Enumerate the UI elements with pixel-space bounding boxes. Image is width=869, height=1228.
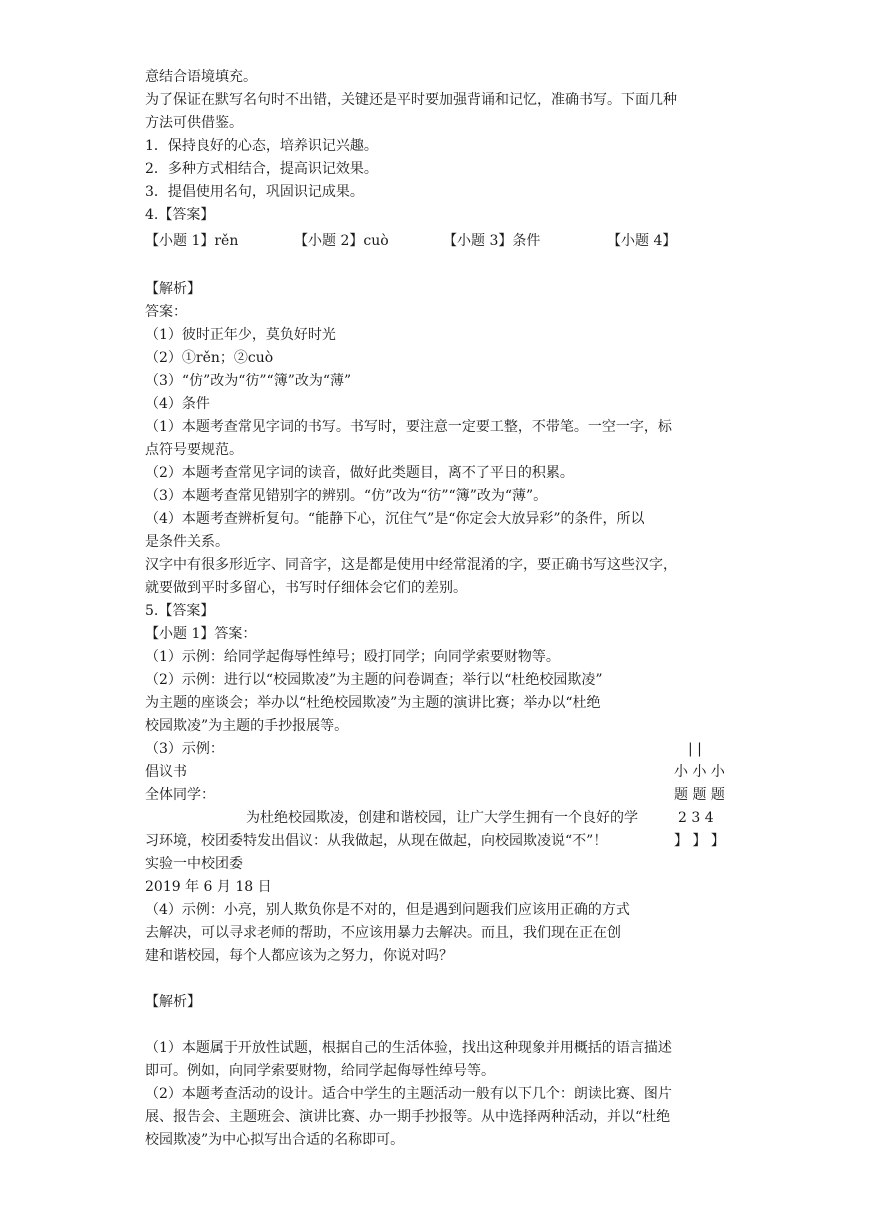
method-item: 2．多种方式相结合，提高识记效果。: [145, 161, 378, 177]
q5-explain-1: （1）本题属于开放性试题，根据自己的生活体验，找出这种现象并用概括的语言描述: [145, 1040, 672, 1056]
q4-explain-4: （4）本题考查辨析复句。“能静下心，沉住气”是“你定会大放异彩”的条件，所以: [145, 511, 645, 527]
letter-body: 为杜绝校园欺凌，创建和谐校园，让广大学生拥有一个良好的学: [246, 810, 638, 826]
q4-sub-1: 【小题 1】rěn: [145, 233, 239, 249]
side-table-row: 小 小 小: [674, 764, 725, 780]
q4-explain-2: （2）本题考查常见字词的读音，做好此类题目，离不了平日的积累。: [145, 465, 574, 481]
q4-analysis-label: 【解析】: [145, 281, 201, 297]
q5-explain-2-cont: 校园欺凌”为中心拟写出合适的名称即可。: [145, 1132, 405, 1148]
q5-answer-3: （3）示例：: [145, 741, 224, 757]
q4-sub-3: 【小题 3】条件: [443, 233, 541, 249]
q4-explain-4-cont: 是条件关系。: [145, 534, 229, 550]
intro-line: 为了保证在默写名句时不出错，关键还是平时要加强背诵和记忆，准确书写。下面几种: [145, 92, 677, 108]
q4-explain-1-cont: 点符号要规范。: [145, 442, 243, 458]
q5-answer-4-cont: 建和谐校园，每个人都应该为之努力，你说对吗？: [145, 948, 453, 964]
letter-body-cont: 习环境，校团委特发出倡议：从我做起，从现在做起，向校园欺凌说“不”！: [145, 833, 608, 849]
letter-signature: 实验一中校团委: [145, 856, 243, 872]
q4-answer-label: 4.【答案】: [145, 207, 215, 223]
letter-title: 倡议书: [145, 764, 187, 780]
q4-answer-4: （4）条件: [145, 396, 210, 412]
side-table-row: 2 3 4: [678, 810, 714, 826]
letter-salutation: 全体同学：: [145, 787, 215, 803]
q5-answer-2-cont: 为主题的座谈会；举办以“杜绝校园欺凌”为主题的演讲比赛；举办以“杜绝: [145, 695, 601, 711]
q5-answer-2-cont: 校园欺凌”为主题的手抄报展等。: [145, 718, 349, 734]
q5-explain-2-cont: 展、报告会、主题班会、演讲比赛、办一期手抄报等。从中选择两种活动，并以“杜绝: [145, 1109, 671, 1125]
method-item: 1．保持良好的心态，培养识记兴趣。: [145, 138, 378, 154]
q4-summary: 汉字中有很多形近字、同音字，这是都是使用中经常混淆的字，要正确书写这些汉字，: [145, 557, 677, 573]
q4-explain-1: （1）本题考查常见字词的书写。书写时，要注意一定要工整，不带笔。一空一字，标: [145, 419, 672, 435]
q4-answer-word: 答案：: [145, 304, 187, 320]
q5-explain-2: （2）本题考查活动的设计。适合中学生的主题活动一般有以下几个：朗读比赛、图片: [145, 1086, 672, 1102]
q5-answer-2: （2）示例：进行以“校园欺凌”为主题的问卷调查；举行以“杜绝校园欺凌”: [145, 672, 603, 688]
intro-line: 意结合语境填充。: [145, 69, 257, 85]
q4-sub-4: 【小题 4】: [607, 233, 677, 249]
q5-answer-label: 5.【答案】: [145, 603, 215, 619]
side-table-row: | |: [688, 741, 702, 757]
q4-answer-3: （3）“仿”改为“彷”“簿”改为“薄”: [145, 373, 352, 389]
q5-answer-4-cont: 去解决，可以寻求老师的帮助，不应该用暴力去解决。而且，我们现在正在创: [145, 925, 621, 941]
q4-answer-1: （1）彼时正年少，莫负好时光: [145, 327, 336, 343]
q4-answer-2: （2）①rěn；②cuò: [145, 350, 274, 366]
q5-analysis-label: 【解析】: [145, 994, 201, 1010]
q5-sub-1-label: 【小题 1】答案：: [145, 626, 257, 642]
method-item: 3．提倡使用名句，巩固识记成果。: [145, 184, 364, 200]
q4-summary-cont: 就要做到平时多留心，书写时仔细体会它们的差别。: [145, 580, 467, 596]
letter-date: 2019 年 6 月 18 日: [145, 879, 272, 895]
q4-explain-3: （3）本题考查常见错别字的辨别。“仿”改为“彷”“簿”改为“薄”。: [145, 488, 548, 504]
side-table-row: 题 题 题: [674, 787, 725, 803]
q5-answer-4: （4）示例：小亮，别人欺负你是不对的，但是遇到问题我们应该用正确的方式: [145, 902, 630, 918]
q5-explain-1-cont: 即可。例如，向同学索要财物，给同学起侮辱性绰号等。: [145, 1063, 495, 1079]
q5-answer-1: （1）示例：给同学起侮辱性绰号；殴打同学；向同学索要财物等。: [145, 649, 560, 665]
intro-line: 方法可供借鉴。: [145, 115, 243, 131]
q4-sub-2: 【小题 2】cuò: [294, 233, 389, 249]
side-table-row: 】 】 】: [674, 833, 725, 849]
